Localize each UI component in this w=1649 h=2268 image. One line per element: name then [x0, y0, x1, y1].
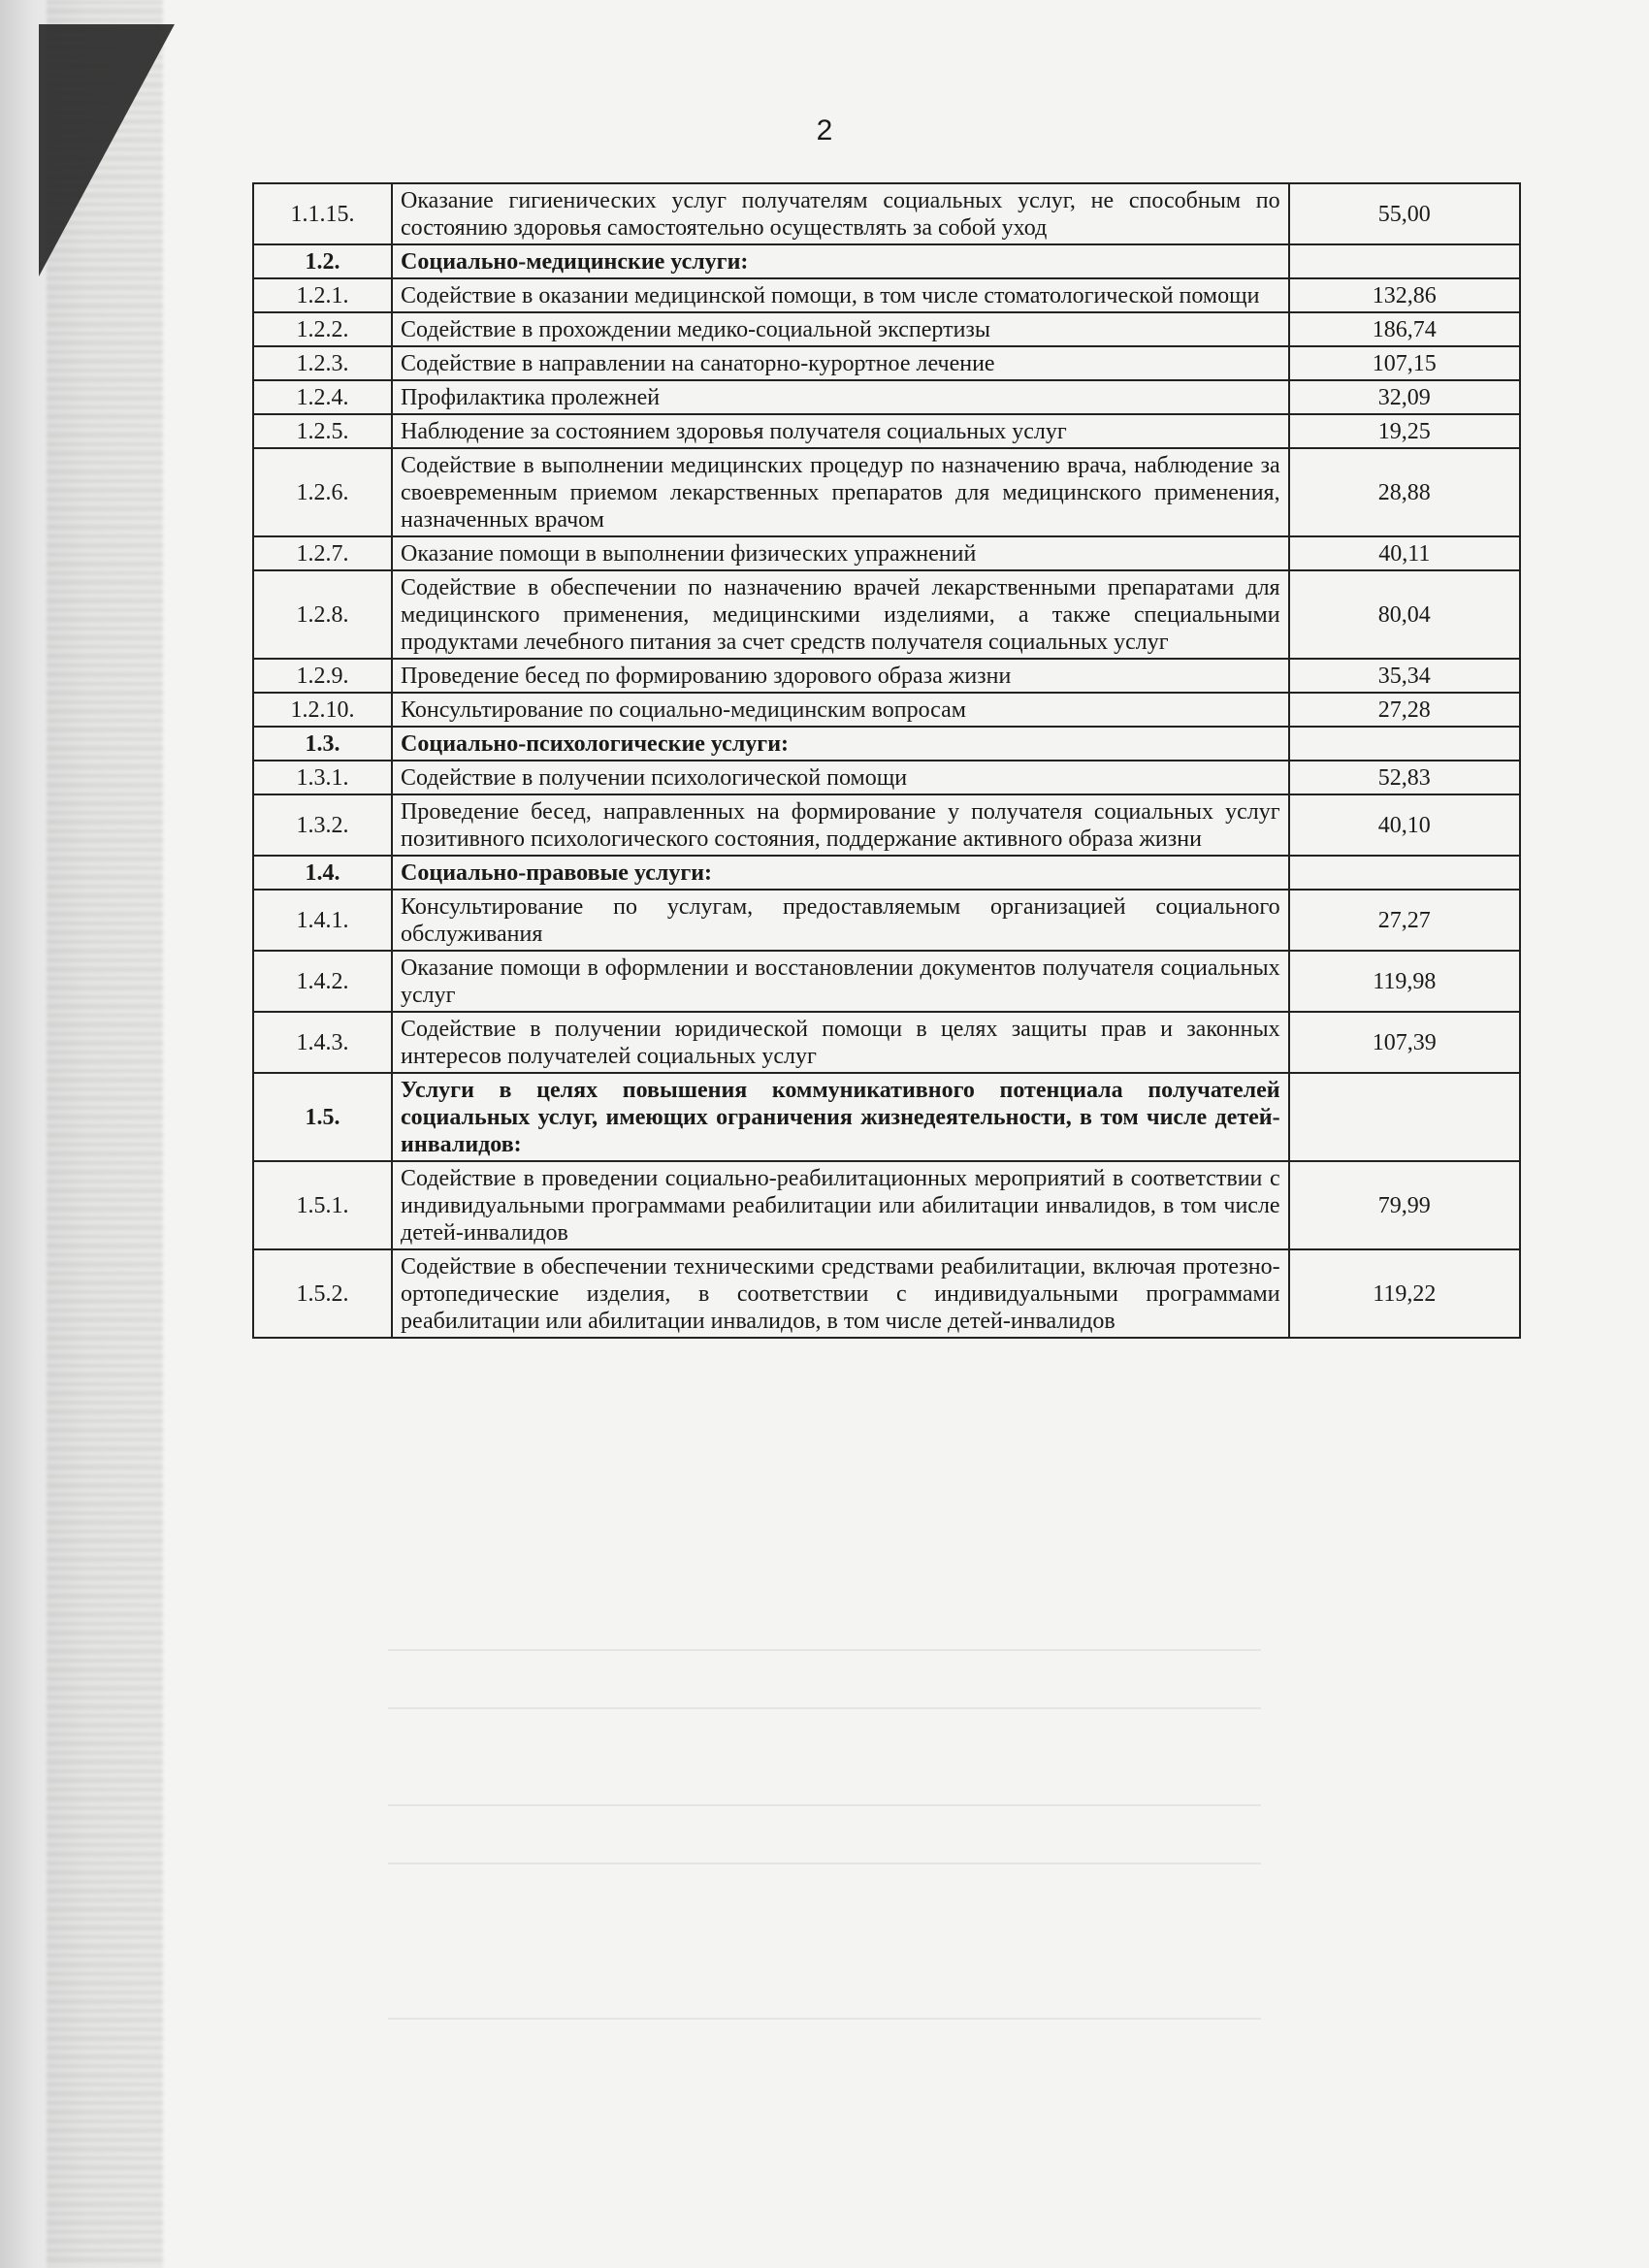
service-price — [1289, 727, 1520, 761]
page-number: 2 — [816, 114, 833, 146]
service-price: 40,11 — [1289, 536, 1520, 570]
service-name: Содействие в прохождении медико-социальной экспертизы — [392, 312, 1289, 346]
service-number: 1.2.8. — [253, 570, 392, 659]
service-number: 1.2.6. — [253, 448, 392, 536]
service-row — [253, 890, 1520, 951]
service-price: 119,22 — [1289, 1249, 1520, 1338]
service-row — [253, 448, 1520, 536]
service-row — [253, 951, 1520, 1012]
service-row — [253, 346, 1520, 380]
section-header-row — [253, 727, 1520, 761]
service-name: Содействие в выполнении медицинских процедур по назначению врача, наблюдение за своевременным приемом лекарственных препаратов для медицинского применения, назначенных врачом — [392, 448, 1289, 536]
service-number: 1.3.1. — [253, 761, 392, 794]
service-number: 1.2. — [253, 244, 392, 278]
service-number: 1.4.2. — [253, 951, 392, 1012]
service-price: 19,25 — [1289, 414, 1520, 448]
service-name: Содействие в обеспечении техническими средствами реабилитации, включая протезно-ортопедические изделия, в соответствии с индивидуальными программами реабилитации или абилитации инвалидов, в том числе детей-инвалидов — [392, 1249, 1289, 1338]
service-number: 1.1.15. — [253, 183, 392, 244]
service-price: 35,34 — [1289, 659, 1520, 693]
service-price: 32,09 — [1289, 380, 1520, 414]
service-number: 1.5.1. — [253, 1161, 392, 1249]
service-row — [253, 414, 1520, 448]
service-price — [1289, 1073, 1520, 1161]
section-title: Услуги в целях повышения коммуникативного потенциала получателей социальных услуг, имеющих ограничения жизнедеятельности, в том числе детей-инвалидов: — [392, 1073, 1289, 1161]
service-row — [253, 278, 1520, 312]
service-price: 107,15 — [1289, 346, 1520, 380]
service-name: Оказание помощи в оформлении и восстановлении документов получателя социальных услуг — [392, 951, 1289, 1012]
service-name: Содействие в проведении социально-реабилитационных мероприятий в соответствии с индивидуальными программами реабилитации или абилитации инвалидов, в том числе детей-инвалидов — [392, 1161, 1289, 1249]
section-title: Социально-медицинские услуги: — [392, 244, 1289, 278]
service-number: 1.4.3. — [253, 1012, 392, 1073]
section-header-row — [253, 856, 1520, 890]
service-row — [253, 536, 1520, 570]
service-price: 27,28 — [1289, 693, 1520, 727]
service-row — [253, 570, 1520, 659]
service-name: Содействие в получении психологической помощи — [392, 761, 1289, 794]
service-number: 1.2.1. — [253, 278, 392, 312]
service-number: 1.2.4. — [253, 380, 392, 414]
service-row — [253, 380, 1520, 414]
service-row — [253, 1161, 1520, 1249]
service-price: 55,00 — [1289, 183, 1520, 244]
service-row — [253, 693, 1520, 727]
service-price: 132,86 — [1289, 278, 1520, 312]
service-name: Консультирование по услугам, предоставляемым организацией социального обслуживания — [392, 890, 1289, 951]
service-name: Консультирование по социально-медицинским вопросам — [392, 693, 1289, 727]
folded-corner — [39, 24, 175, 276]
services-price-table — [252, 182, 1521, 1339]
service-price: 40,10 — [1289, 794, 1520, 856]
service-number: 1.5.2. — [253, 1249, 392, 1338]
scan-noise-strip — [47, 0, 163, 2268]
service-number: 1.4. — [253, 856, 392, 890]
service-price — [1289, 244, 1520, 278]
service-number: 1.2.5. — [253, 414, 392, 448]
service-number: 1.2.9. — [253, 659, 392, 693]
bleed-through-line — [388, 1707, 1261, 1709]
service-number: 1.2.7. — [253, 536, 392, 570]
service-name: Содействие в оказании медицинской помощи, в том числе стоматологической помощи — [392, 278, 1289, 312]
service-price: 52,83 — [1289, 761, 1520, 794]
service-number: 1.2.10. — [253, 693, 392, 727]
service-row — [253, 183, 1520, 244]
section-header-row — [253, 244, 1520, 278]
service-name: Профилактика пролежней — [392, 380, 1289, 414]
service-price: 80,04 — [1289, 570, 1520, 659]
service-number: 1.3. — [253, 727, 392, 761]
service-number: 1.4.1. — [253, 890, 392, 951]
service-name: Оказание помощи в выполнении физических упражнений — [392, 536, 1289, 570]
service-price: 79,99 — [1289, 1161, 1520, 1249]
bleed-through-line — [388, 1863, 1261, 1864]
service-name: Содействие в обеспечении по назначению врачей лекарственными препаратами для медицинского применения, медицинскими изделиями, а также специальными продуктами лечебного питания за счет средств получателя социальных услуг — [392, 570, 1289, 659]
service-price: 119,98 — [1289, 951, 1520, 1012]
service-name: Содействие в направлении на санаторно-курортное лечение — [392, 346, 1289, 380]
section-title: Социально-правовые услуги: — [392, 856, 1289, 890]
service-row — [253, 659, 1520, 693]
service-price: 186,74 — [1289, 312, 1520, 346]
service-row — [253, 794, 1520, 856]
service-name: Проведение бесед по формированию здорового образа жизни — [392, 659, 1289, 693]
bleed-through-line — [388, 2018, 1261, 2020]
section-header-row — [253, 1073, 1520, 1161]
service-row — [253, 312, 1520, 346]
service-number: 1.3.2. — [253, 794, 392, 856]
service-price — [1289, 856, 1520, 890]
service-name: Проведение бесед, направленных на формирование у получателя социальных услуг позитивного психологического состояния, поддержание активного образа жизни — [392, 794, 1289, 856]
service-number: 1.2.2. — [253, 312, 392, 346]
service-number: 1.5. — [253, 1073, 392, 1161]
bleed-through-line — [388, 1649, 1261, 1651]
section-title: Социально-психологические услуги: — [392, 727, 1289, 761]
service-price: 27,27 — [1289, 890, 1520, 951]
service-price: 28,88 — [1289, 448, 1520, 536]
service-row — [253, 1012, 1520, 1073]
service-name: Содействие в получении юридической помощи в целях защиты прав и законных интересов получателей социальных услуг — [392, 1012, 1289, 1073]
service-name: Оказание гигиенических услуг получателям социальных услуг, не способным по состоянию здоровья самостоятельно осуществлять за собой уход — [392, 183, 1289, 244]
bleed-through-line — [388, 1804, 1261, 1806]
service-number: 1.2.3. — [253, 346, 392, 380]
service-row — [253, 761, 1520, 794]
service-name: Наблюдение за состоянием здоровья получателя социальных услуг — [392, 414, 1289, 448]
service-price: 107,39 — [1289, 1012, 1520, 1073]
service-row — [253, 1249, 1520, 1338]
